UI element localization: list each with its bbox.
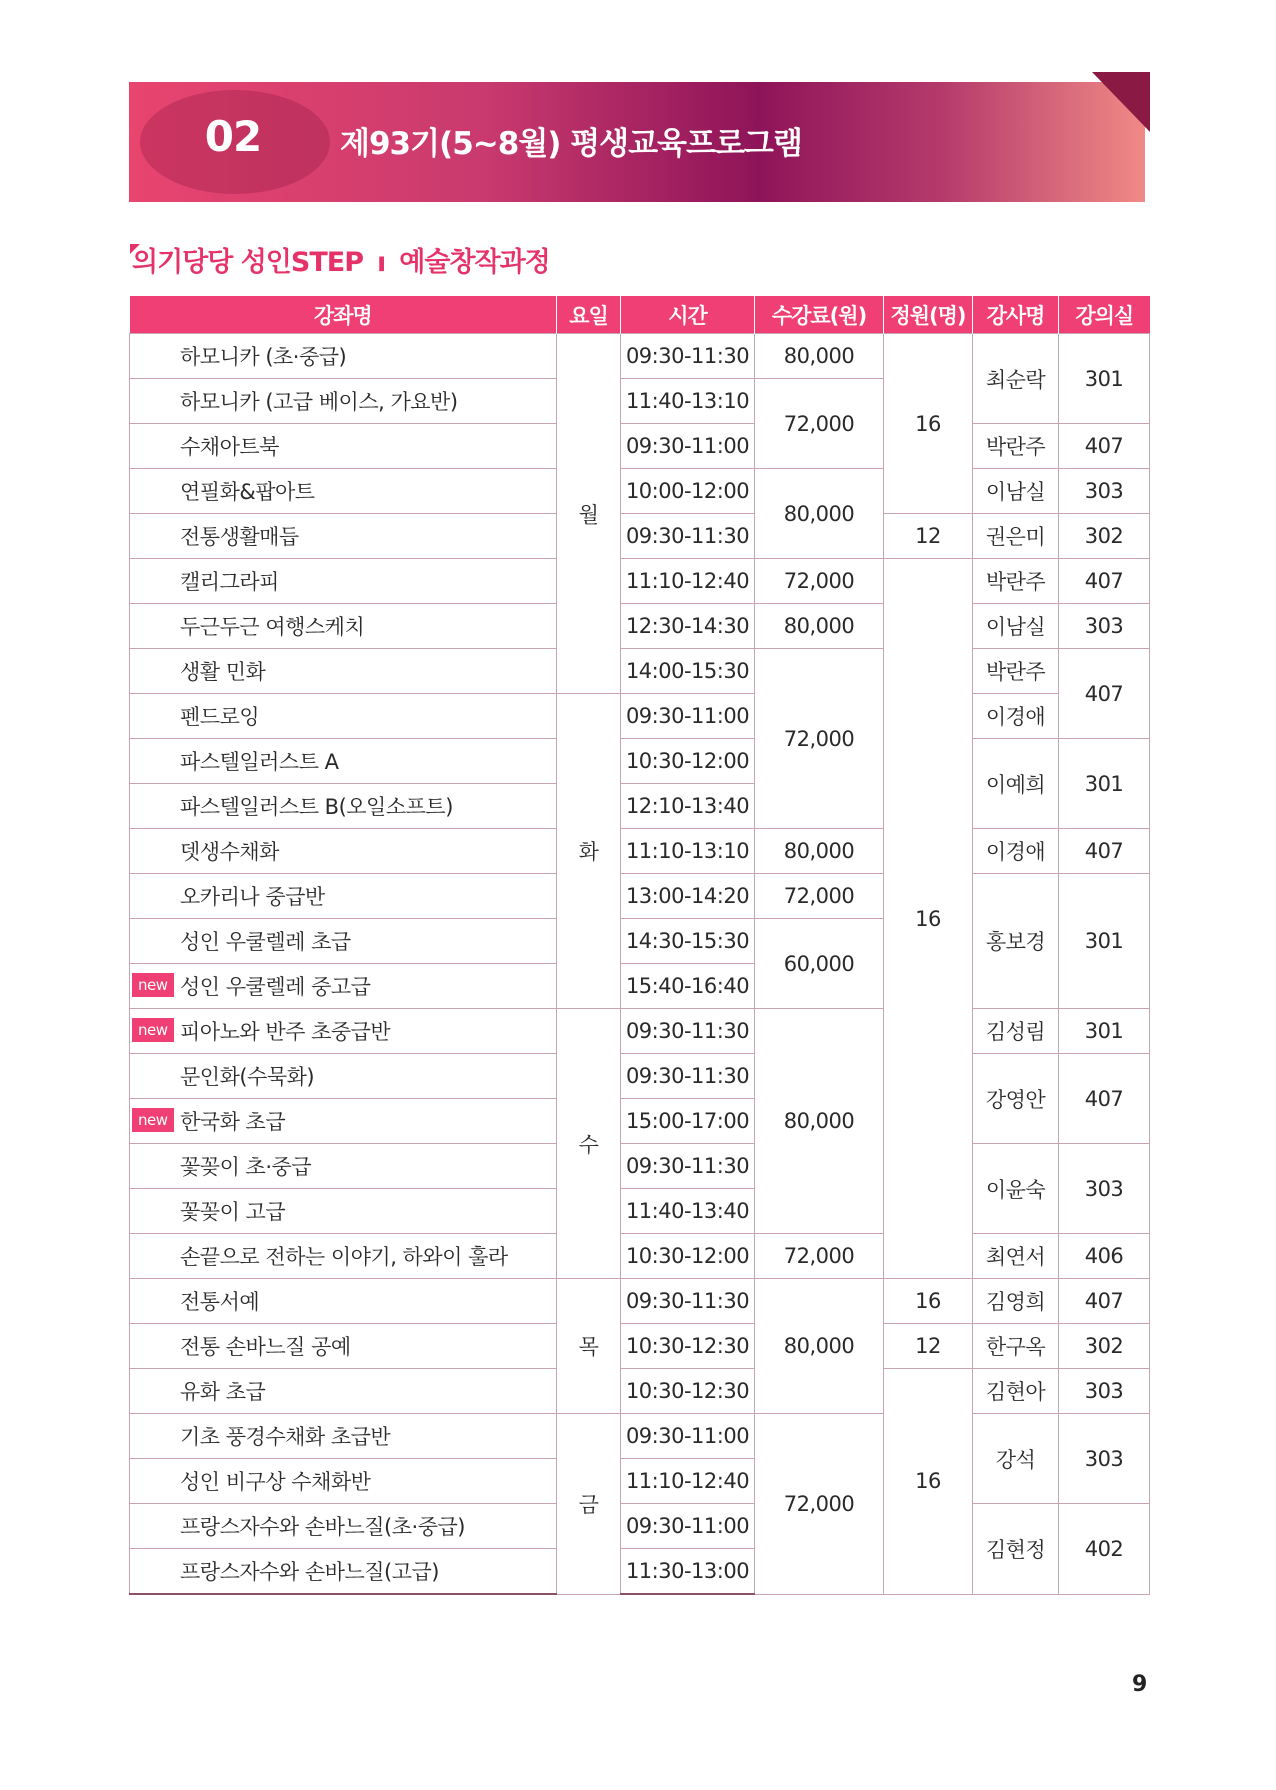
new-badge: new xyxy=(132,1018,174,1042)
table-header-row xyxy=(130,296,1150,334)
table-row xyxy=(130,694,1150,739)
time-cell: 11:10-13:10 xyxy=(621,829,755,874)
course-name: 하모니카 (초·중급) xyxy=(130,334,557,379)
time-cell: 15:40-16:40 xyxy=(621,964,755,1009)
fee-cell: 80,000 xyxy=(755,469,884,559)
instructor-cell: 권은미 xyxy=(973,514,1059,559)
time-cell: 09:30-11:30 xyxy=(621,1144,755,1189)
time-cell: 09:30-11:30 xyxy=(621,334,755,379)
room-cell: 303 xyxy=(1059,604,1150,649)
room-cell: 301 xyxy=(1059,1009,1150,1054)
fee-cell: 72,000 xyxy=(755,874,884,919)
section-title: 의기당당 성인STEP xyxy=(132,247,363,278)
course-name: 수채아트북 xyxy=(130,424,557,469)
table-row xyxy=(130,1234,1150,1279)
course-name: 손끝으로 전하는 이야기, 하와이 훌라 xyxy=(130,1234,557,1279)
room-cell: 407 xyxy=(1059,559,1150,604)
course-name: 전통생활매듭 xyxy=(130,514,557,559)
time-cell: 09:30-11:30 xyxy=(621,514,755,559)
day-cell: 화 xyxy=(557,694,621,1009)
table-row xyxy=(130,424,1150,469)
instructor-cell: 홍보경 xyxy=(973,874,1059,1009)
table-row xyxy=(130,514,1150,559)
room-cell: 301 xyxy=(1059,334,1150,424)
instructor-cell: 이남실 xyxy=(973,604,1059,649)
course-name xyxy=(130,1009,557,1054)
course-name: 전통 손바느질 공예 xyxy=(130,1324,557,1369)
course-name: 연필화&팝아트 xyxy=(130,469,557,514)
header-capacity: 정원(명) xyxy=(884,296,973,334)
time-cell: 10:30-12:00 xyxy=(621,1234,755,1279)
capacity-cell: 12 xyxy=(884,1324,973,1369)
capacity-cell: 12 xyxy=(884,514,973,559)
course-name: 꽃꽂이 고급 xyxy=(130,1189,557,1234)
time-cell: 09:30-11:00 xyxy=(621,1504,755,1549)
time-cell: 09:30-11:30 xyxy=(621,1009,755,1054)
fee-cell: 72,000 xyxy=(755,559,884,604)
fee-cell: 80,000 xyxy=(755,334,884,379)
course-name xyxy=(130,1099,557,1144)
room-cell: 301 xyxy=(1059,739,1150,829)
fee-cell: 72,000 xyxy=(755,1234,884,1279)
room-cell: 407 xyxy=(1059,1054,1150,1144)
time-cell: 11:30-13:00 xyxy=(621,1549,755,1595)
instructor-cell: 이경애 xyxy=(973,829,1059,874)
course-name: 프랑스자수와 손바느질(고급) xyxy=(130,1549,557,1595)
room-cell: 402 xyxy=(1059,1504,1150,1595)
day-cell: 월 xyxy=(557,334,621,694)
section-category: 예술창작과정 xyxy=(399,247,550,278)
fee-cell: 72,000 xyxy=(755,649,884,829)
instructor-cell: 이윤숙 xyxy=(973,1144,1059,1234)
room-cell: 407 xyxy=(1059,649,1150,739)
course-name: 캘리그라피 xyxy=(130,559,557,604)
table-row xyxy=(130,334,1150,379)
time-cell: 12:30-14:30 xyxy=(621,604,755,649)
time-cell: 10:30-12:30 xyxy=(621,1369,755,1414)
day-cell: 목 xyxy=(557,1279,621,1414)
fee-cell: 60,000 xyxy=(755,919,884,1009)
course-name: 성인 비구상 수채화반 xyxy=(130,1459,557,1504)
course-name: 생활 민화 xyxy=(130,649,557,694)
time-cell: 09:30-11:30 xyxy=(621,1279,755,1324)
instructor-cell: 최연서 xyxy=(973,1234,1059,1279)
instructor-cell: 김성림 xyxy=(973,1009,1059,1054)
capacity-cell: 16 xyxy=(884,559,973,1279)
table-row xyxy=(130,1144,1150,1189)
header-fee: 수강료(원) xyxy=(755,296,884,334)
course-name xyxy=(130,964,557,1009)
table-row xyxy=(130,649,1150,694)
time-cell: 14:30-15:30 xyxy=(621,919,755,964)
table-row xyxy=(130,559,1150,604)
course-name: 기초 풍경수채화 초급반 xyxy=(130,1414,557,1459)
course-name: 꽃꽂이 초·중급 xyxy=(130,1144,557,1189)
header-time: 시간 xyxy=(621,296,755,334)
room-cell: 302 xyxy=(1059,1324,1150,1369)
room-cell: 303 xyxy=(1059,1414,1150,1504)
fee-cell: 72,000 xyxy=(755,1414,884,1595)
instructor-cell: 이경애 xyxy=(973,694,1059,739)
course-table xyxy=(129,296,1150,1595)
instructor-cell: 박란주 xyxy=(973,424,1059,469)
course-name: 하모니카 (고급 베이스, 가요반) xyxy=(130,379,557,424)
instructor-cell: 강석 xyxy=(973,1414,1059,1504)
capacity-cell: 16 xyxy=(884,334,973,514)
time-cell: 14:00-15:30 xyxy=(621,649,755,694)
time-cell: 10:00-12:00 xyxy=(621,469,755,514)
fee-cell: 80,000 xyxy=(755,829,884,874)
instructor-cell: 강영안 xyxy=(973,1054,1059,1144)
time-cell: 15:00-17:00 xyxy=(621,1099,755,1144)
course-name: 파스텔일러스트 A xyxy=(130,739,557,784)
new-badge: new xyxy=(132,973,174,997)
fee-cell: 80,000 xyxy=(755,1279,884,1414)
table-row xyxy=(130,1414,1150,1459)
instructor-cell: 최순락 xyxy=(973,334,1059,424)
header-room: 강의실 xyxy=(1059,296,1150,334)
table-row xyxy=(130,1324,1150,1369)
table-row xyxy=(130,739,1150,784)
room-cell: 303 xyxy=(1059,1144,1150,1234)
room-cell: 407 xyxy=(1059,424,1150,469)
course-name: 프랑스자수와 손바느질(초·중급) xyxy=(130,1504,557,1549)
table-row xyxy=(130,1504,1150,1549)
course-name: 성인 우쿨렐레 초급 xyxy=(130,919,557,964)
instructor-cell: 박란주 xyxy=(973,649,1059,694)
time-cell: 11:40-13:10 xyxy=(621,379,755,424)
room-cell: 406 xyxy=(1059,1234,1150,1279)
course-name: 문인화(수묵화) xyxy=(130,1054,557,1099)
instructor-cell: 한구옥 xyxy=(973,1324,1059,1369)
course-name: 두근두근 여행스케치 xyxy=(130,604,557,649)
table-row xyxy=(130,604,1150,649)
header-instructor: 강사명 xyxy=(973,296,1059,334)
course-name-text: 피아노와 반주 초중급반 xyxy=(180,1020,391,1044)
room-cell: 301 xyxy=(1059,874,1150,1009)
page-title: 제93기(5~8월) 평생교육프로그램 xyxy=(340,126,802,162)
course-name-text: 한국화 초급 xyxy=(180,1110,286,1134)
room-cell: 302 xyxy=(1059,514,1150,559)
header-day: 요일 xyxy=(557,296,621,334)
day-cell: 수 xyxy=(557,1009,621,1279)
time-cell: 11:40-13:40 xyxy=(621,1189,755,1234)
table-row xyxy=(130,1369,1150,1414)
capacity-cell: 16 xyxy=(884,1369,973,1595)
table-row xyxy=(130,1009,1150,1054)
time-cell: 12:10-13:40 xyxy=(621,784,755,829)
time-cell: 13:00-14:20 xyxy=(621,874,755,919)
header-course-name: 강좌명 xyxy=(130,296,557,334)
course-name: 파스텔일러스트 B(오일소프트) xyxy=(130,784,557,829)
room-cell: 303 xyxy=(1059,469,1150,514)
table-row xyxy=(130,829,1150,874)
instructor-cell: 이예희 xyxy=(973,739,1059,829)
course-name: 유화 초급 xyxy=(130,1369,557,1414)
section-subtitle xyxy=(132,240,550,279)
page-number: 9 xyxy=(1132,1672,1148,1697)
time-cell: 11:10-12:40 xyxy=(621,559,755,604)
course-name-text: 성인 우쿨렐레 중고급 xyxy=(180,975,371,999)
time-cell: 09:30-11:00 xyxy=(621,694,755,739)
course-name: 오카리나 중급반 xyxy=(130,874,557,919)
room-cell: 407 xyxy=(1059,1279,1150,1324)
course-name: 전통서예 xyxy=(130,1279,557,1324)
time-cell: 09:30-11:30 xyxy=(621,1054,755,1099)
room-cell: 303 xyxy=(1059,1369,1150,1414)
table-row xyxy=(130,1054,1150,1099)
separator: ı xyxy=(377,247,386,278)
room-cell: 407 xyxy=(1059,829,1150,874)
time-cell: 10:30-12:00 xyxy=(621,739,755,784)
capacity-cell: 16 xyxy=(884,1279,973,1324)
table-row xyxy=(130,874,1150,919)
new-badge: new xyxy=(132,1108,174,1132)
instructor-cell: 이남실 xyxy=(973,469,1059,514)
section-number: 02 xyxy=(204,112,262,161)
instructor-cell: 김현정 xyxy=(973,1504,1059,1595)
time-cell: 09:30-11:00 xyxy=(621,424,755,469)
course-name: 뎃생수채화 xyxy=(130,829,557,874)
time-cell: 10:30-12:30 xyxy=(621,1324,755,1369)
time-cell: 09:30-11:00 xyxy=(621,1414,755,1459)
table-row xyxy=(130,1279,1150,1324)
instructor-cell: 박란주 xyxy=(973,559,1059,604)
course-name: 펜드로잉 xyxy=(130,694,557,739)
instructor-cell: 김영희 xyxy=(973,1279,1059,1324)
table-row xyxy=(130,469,1150,514)
day-cell: 금 xyxy=(557,1414,621,1595)
instructor-cell: 김현아 xyxy=(973,1369,1059,1414)
fee-cell: 72,000 xyxy=(755,379,884,469)
time-cell: 11:10-12:40 xyxy=(621,1459,755,1504)
fee-cell: 80,000 xyxy=(755,1009,884,1234)
fee-cell: 80,000 xyxy=(755,604,884,649)
